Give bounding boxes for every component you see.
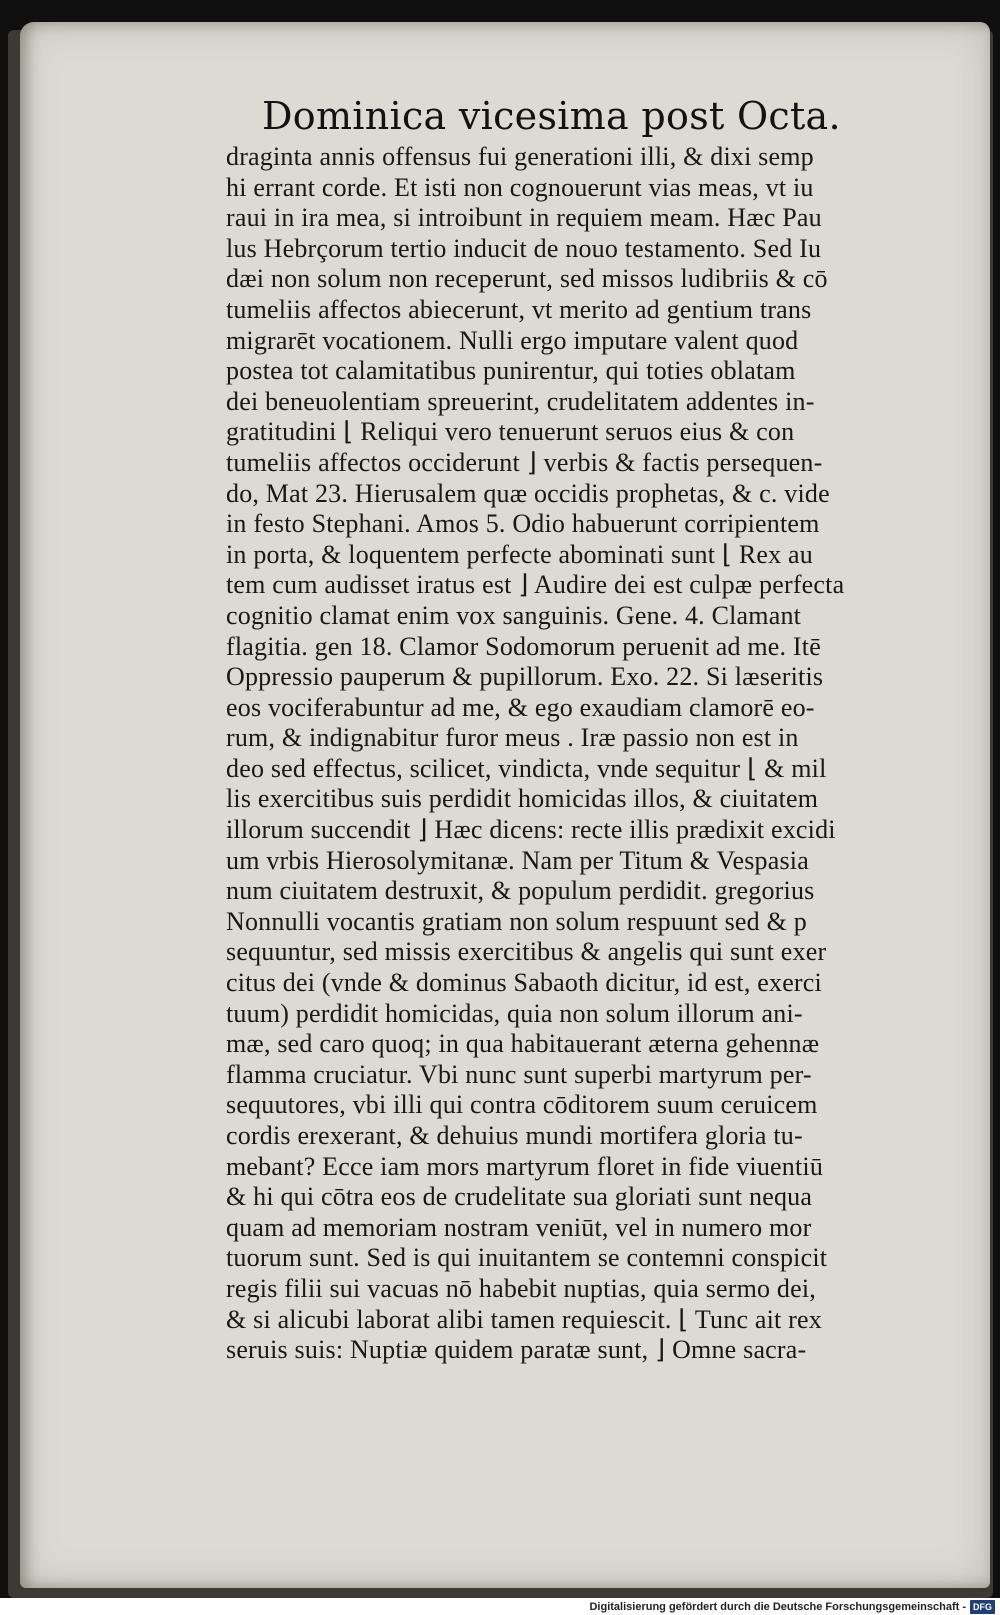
text-line: postea tot calamitatibus punirentur, qui toties oblatam xyxy=(226,356,796,386)
text-line: Nonnulli vocantis gratiam non solum respuunt sed & p xyxy=(226,906,807,936)
text-line: hi errant corde. Et isti non cognouerunt vias meas, vt iu xyxy=(226,172,814,202)
text-line: tumeliis affectos abiecerunt, vt merito ad gentium trans xyxy=(226,294,812,324)
text-line: tumeliis affectos occiderunt ⌋ verbis & factis persequen- xyxy=(226,447,823,477)
text-line: draginta annis offensus fui generationi illi, & dixi semp xyxy=(226,142,814,171)
text-line: citus dei (vnde & dominus Sabaoth dicitur, id est, exerci xyxy=(226,968,822,998)
text-line: tuum) perdidit homicidas, quia non solum illorum ani- xyxy=(226,998,803,1028)
text-line: um vrbis Hierosolymitanæ. Nam per Titum & Vespasia xyxy=(226,845,809,875)
text-line: eos vociferabuntur ad me, & ego exaudiam clamorē eo- xyxy=(226,692,815,722)
text-line: & hi qui cōtra eos de crudelitate sua gloriati sunt nequa xyxy=(226,1182,813,1212)
text-line: sequutores, vbi illi qui contra cōditorem suum ceruicem xyxy=(226,1090,818,1120)
digitization-footer xyxy=(590,1599,995,1615)
text-line: & si alicubi laborat alibi tamen requiescit. ⌊ Tunc ait rex xyxy=(226,1304,822,1334)
text-line: lus Hebrçorum tertio inducit de nouo testamento. Sed Iu xyxy=(226,233,822,263)
text-line: in porta, & loquentem perfecte abominati sunt ⌊ Rex au xyxy=(226,539,814,569)
text-line: migrarēt vocationem. Nulli ergo imputare valent quod xyxy=(226,325,799,355)
text-line: rum, & indignabitur furor meus . Iræ passio non est in xyxy=(226,723,799,753)
text-line: quam ad memoriam nostram veniūt, vel in numero mor xyxy=(226,1212,812,1242)
text-line: deo sed effectus, scilicet, vindicta, vnde sequitur ⌊ & mil xyxy=(226,753,827,783)
text-line: mæ, sed caro quoq; in qua habitauerant æterna gehennæ xyxy=(226,1029,820,1059)
text-line: gratitudini ⌊ Reliqui vero tenuerunt seruos eius & con xyxy=(226,417,795,447)
text-line: in festo Stephani. Amos 5. Odio habuerunt corripientem xyxy=(226,509,820,539)
text-line: sequuntur, sed missis exercitibus & angelis qui sunt exer xyxy=(226,937,827,967)
text-line: flamma cruciatur. Vbi nunc sunt superbi martyrum per- xyxy=(226,1059,812,1089)
text-line: Oppressio pauperum & pupillorum. Exo. 22. Si læseritis xyxy=(226,662,824,692)
text-line: flagitia. gen 18. Clamor Sodomorum peruenit ad me. Itē xyxy=(226,631,821,661)
dfg-logo-icon: DFG xyxy=(970,1600,995,1614)
text-line: illorum succendit ⌋ Hæc dicens: recte illis prædixit excidi xyxy=(226,815,836,845)
text-line: mebant? Ecce iam mors martyrum floret in fide viuentiū xyxy=(226,1151,824,1181)
text-line: tuorum sunt. Sed is qui inuitantem se contemni conspicit xyxy=(226,1243,828,1273)
text-line: dei beneuolentiam spreuerint, crudelitatem addentes in- xyxy=(226,386,815,416)
text-line: raui in ira mea, si introibunt in requiem meam. Hæc Pau xyxy=(226,203,822,233)
text-line: regis filii sui vacuas nō habebit nuptias, quia sermo dei, xyxy=(226,1273,816,1303)
page-heading: Dominica vicesima post Octa. xyxy=(262,94,841,138)
body-text xyxy=(226,142,926,1366)
text-line: cordis erexerant, & dehuius mundi mortifera gloria tu- xyxy=(226,1121,803,1150)
text-line: do, Mat 23. Hierusalem quæ occidis prophetas, & c. vide xyxy=(226,478,830,508)
text-line: tem cum audisset iratus est ⌋ Audire dei est culpæ perfecta xyxy=(226,570,845,600)
text-line: dæi non solum non receperunt, sed missos ludibriis & cō xyxy=(226,264,828,294)
text-line: lis exercitibus suis perdidit homicidas illos, & ciuitatem xyxy=(226,784,819,814)
text-line: seruis suis: Nuptiæ quidem paratæ sunt, ⌋ Omne sacra- xyxy=(226,1335,807,1365)
text-line: num ciuitatem destruxit, & populum perdidit. gregorius xyxy=(226,876,815,906)
funding-notice: Digitalisierung gefördert durch die Deutsche Forschungsgemeinschaft - xyxy=(589,1601,966,1613)
text-line: cognitio clamat enim vox sanguinis. Gene. 4. Clamant xyxy=(226,600,802,630)
